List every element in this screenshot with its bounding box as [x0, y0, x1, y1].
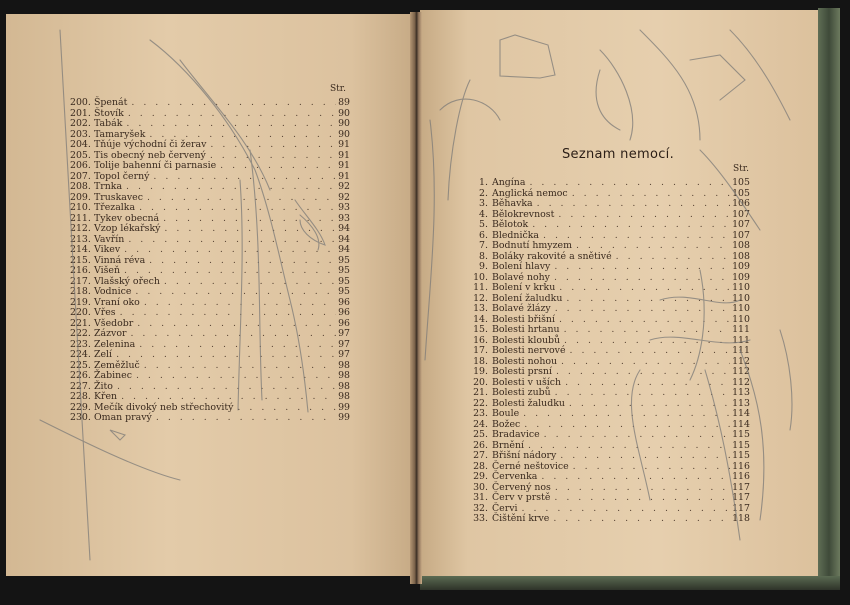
disease-index-list [472, 178, 750, 525]
entry-number: 215. [70, 254, 91, 266]
entry-number: 27. [473, 450, 488, 461]
entry-number: 219. [70, 296, 91, 308]
entry-page-number: 92 [338, 191, 350, 203]
entry-number: 8. [479, 250, 488, 262]
entry-name: Vřes [94, 307, 116, 318]
dot-leader [116, 308, 336, 319]
dot-leader [149, 172, 336, 183]
dot-leader [525, 178, 730, 189]
entry-name: Červi [492, 502, 518, 514]
entry-page-number: 116 [732, 471, 750, 482]
dot-leader [540, 430, 730, 441]
entry-number: 203. [70, 128, 91, 140]
plant-entry [70, 245, 350, 256]
entry-number: 26. [473, 439, 488, 451]
plant-entry [70, 98, 350, 109]
dot-leader [112, 350, 336, 361]
dot-leader [561, 378, 730, 389]
entry-name: Vodnice [94, 286, 132, 297]
plant-entry [70, 329, 350, 340]
dot-leader [140, 361, 336, 372]
dot-leader [143, 193, 336, 204]
entry-number: 216. [70, 265, 91, 276]
disease-entry [472, 472, 750, 483]
disease-entry [472, 493, 750, 504]
dot-leader [555, 315, 730, 326]
entry-page-number: 109 [732, 271, 750, 283]
plant-entry [70, 350, 350, 361]
entry-name: Tamaryšek [94, 128, 146, 140]
plant-entry [70, 413, 350, 424]
entry-number: 11. [473, 282, 488, 293]
dot-leader [117, 392, 336, 403]
disease-entry [472, 514, 750, 525]
dot-leader [135, 340, 336, 351]
entry-page-number: 92 [338, 181, 350, 192]
dot-leader [552, 367, 730, 378]
dot-leader [132, 371, 336, 382]
entry-name: Žito [94, 380, 113, 392]
entry-number: 201. [70, 107, 91, 119]
dot-leader [528, 220, 730, 231]
entry-page-number: 112 [732, 376, 750, 388]
entry-page-number: 106 [732, 198, 750, 209]
dot-leader [551, 483, 730, 494]
entry-number: 209. [70, 191, 91, 203]
entry-page-number: 95 [338, 286, 350, 297]
entry-name: Štovík [94, 107, 124, 119]
entry-number: 20. [473, 376, 488, 388]
dot-leader [549, 514, 730, 525]
entry-name: Bolesti nervové [492, 345, 566, 356]
entry-name: Vavřín [94, 233, 125, 245]
entry-page-number: 107 [732, 229, 750, 241]
entry-name: Červ v prstě [492, 492, 551, 503]
entry-number: 19. [473, 366, 488, 377]
entry-number: 14. [473, 313, 488, 325]
disease-entry [472, 451, 750, 462]
dot-leader [160, 224, 336, 235]
entry-page-number: 91 [338, 149, 350, 161]
left-index-list [70, 98, 350, 424]
dot-leader [135, 203, 336, 214]
entry-page-number: 112 [732, 355, 750, 367]
entry-number: 18. [473, 355, 488, 367]
disease-entry [472, 241, 750, 252]
entry-page-number: 91 [338, 139, 350, 150]
entry-number: 218. [70, 286, 91, 297]
entry-page-number: 94 [338, 223, 350, 234]
entry-number: 29. [473, 471, 488, 482]
dot-leader [554, 210, 730, 221]
entry-name: Žabinec [94, 370, 132, 381]
dot-leader [206, 151, 336, 162]
entry-name: Vikev [94, 244, 121, 255]
dot-leader [550, 493, 730, 504]
entry-name: Bodnutí hmyzem [492, 240, 572, 251]
entry-page-number: 95 [338, 275, 350, 287]
disease-entry [472, 409, 750, 420]
dot-leader [566, 346, 731, 357]
entry-page-number: 118 [732, 513, 750, 524]
disease-entry [472, 199, 750, 210]
entry-page-number: 98 [338, 380, 350, 392]
dot-leader [612, 252, 730, 263]
entry-page-number: 111 [732, 324, 750, 335]
entry-page-number: 98 [338, 359, 350, 371]
entry-page-number: 111 [732, 334, 750, 346]
entry-page-number: 105 [732, 177, 750, 188]
entry-number: 1. [479, 177, 488, 188]
dot-leader [551, 304, 730, 315]
entry-number: 230. [70, 412, 91, 423]
entry-name: Trnka [94, 181, 123, 192]
entry-number: 214. [70, 244, 91, 255]
entry-name: Tis obecný neb červený [94, 149, 206, 161]
entry-page-number: 117 [732, 492, 750, 503]
entry-page-number: 91 [338, 170, 350, 182]
plant-entry [70, 224, 350, 235]
entry-name: Angína [492, 177, 526, 188]
entry-number: 223. [70, 338, 91, 350]
entry-name: Boule [492, 408, 520, 419]
entry-page-number: 93 [338, 202, 350, 213]
dot-leader [550, 262, 730, 273]
entry-name: Bolavé žlázy [492, 303, 551, 314]
disease-entry [472, 388, 750, 399]
entry-number: 28. [473, 460, 488, 472]
entry-page-number: 117 [732, 502, 750, 514]
entry-number: 24. [473, 418, 488, 430]
disease-entry [472, 304, 750, 315]
entry-name: Višeň [94, 265, 121, 276]
entry-name: Bradavice [492, 429, 540, 440]
dot-leader [551, 388, 730, 399]
entry-number: 202. [70, 118, 91, 129]
entry-page-number: 110 [732, 292, 750, 304]
entry-page-number: 95 [338, 254, 350, 266]
entry-name: Bolení v krku [492, 282, 556, 293]
plant-entry [70, 161, 350, 172]
plant-entry [70, 340, 350, 351]
dot-leader [120, 245, 336, 256]
dot-leader [537, 472, 730, 483]
entry-name: Blednička [492, 229, 539, 241]
entry-number: 211. [70, 212, 91, 224]
entry-number: 17. [473, 345, 488, 356]
entry-page-number: 108 [732, 250, 750, 262]
entry-name: Tňúje východní či žerav [94, 139, 207, 150]
entry-number: 225. [70, 359, 91, 371]
plant-entry [70, 287, 350, 298]
entry-number: 3. [479, 198, 488, 209]
entry-name: Čištění krve [492, 513, 550, 524]
entry-page-number: 116 [732, 460, 750, 472]
entry-number: 226. [70, 370, 91, 381]
entry-page-number: 96 [338, 317, 350, 329]
disease-entry [472, 367, 750, 378]
entry-name: Černé neštovice [492, 460, 569, 472]
entry-page-number: 94 [338, 244, 350, 255]
entry-page-number: 90 [338, 107, 350, 119]
entry-name: Mečík divoký neb střechovitý [94, 401, 234, 413]
entry-name: Třezalka [94, 202, 136, 213]
entry-number: 227. [70, 380, 91, 392]
disease-entry [472, 178, 750, 189]
entry-name: Božec [492, 418, 521, 430]
entry-page-number: 91 [338, 160, 350, 171]
entry-name: Boláky rakovité a snětivé [492, 250, 612, 262]
dot-leader [124, 109, 336, 120]
entry-name: Anglická nemoc [492, 187, 568, 199]
entry-number: 7. [479, 240, 488, 251]
entry-name: Bolesti v uších [492, 376, 562, 388]
plant-entry [70, 203, 350, 214]
entry-page-number: 97 [338, 349, 350, 360]
entry-page-number: 110 [732, 282, 750, 293]
entry-name: Zázvor [94, 328, 127, 339]
entry-number: 13. [473, 303, 488, 314]
entry-name: Bolesti hrtanu [492, 324, 560, 335]
entry-number: 16. [473, 334, 488, 346]
entry-page-number: 109 [732, 261, 750, 272]
entry-number: 15. [473, 324, 488, 335]
disease-entry [472, 283, 750, 294]
entry-name: Vinná réva [94, 254, 146, 266]
entry-name: Všedobr [94, 317, 134, 329]
entry-name: Truskavec [94, 191, 143, 203]
entry-number: 23. [473, 408, 488, 419]
dot-leader [206, 140, 336, 151]
entry-number: 208. [70, 181, 91, 192]
dot-leader [560, 325, 730, 336]
entry-name: Zelí [94, 349, 113, 360]
entry-name: Vzop lékařský [94, 223, 161, 234]
entry-page-number: 115 [732, 429, 750, 440]
dot-leader [560, 336, 730, 347]
dot-leader [122, 182, 336, 193]
disease-entry [472, 346, 750, 357]
dot-leader [555, 283, 730, 294]
entry-number: 220. [70, 307, 91, 318]
dot-leader [120, 266, 336, 277]
plant-entry [70, 392, 350, 403]
entry-number: 229. [70, 401, 91, 413]
disease-entry [472, 430, 750, 441]
dot-leader [131, 287, 336, 298]
entry-page-number: 95 [338, 265, 350, 276]
dot-leader [145, 256, 336, 267]
entry-number: 207. [70, 170, 91, 182]
dot-leader [518, 504, 731, 515]
entry-number: 210. [70, 202, 91, 213]
entry-page-number: 93 [338, 212, 350, 224]
disease-entry [472, 325, 750, 336]
entry-page-number: 113 [732, 397, 750, 409]
entry-name: Bělokrevnost [492, 208, 555, 220]
entry-number: 228. [70, 391, 91, 402]
dot-leader [122, 119, 336, 130]
dot-leader [126, 329, 336, 340]
entry-page-number: 112 [732, 366, 750, 377]
entry-page-number: 113 [732, 387, 750, 398]
entry-page-number: 117 [732, 481, 750, 493]
entry-number: 221. [70, 317, 91, 329]
plant-entry [70, 182, 350, 193]
entry-page-number: 111 [732, 345, 750, 356]
entry-name: Tabák [94, 118, 123, 129]
dot-leader [233, 403, 336, 414]
right-str-label: Str. [733, 164, 749, 174]
dot-leader [140, 298, 336, 309]
entry-page-number: 110 [732, 313, 750, 325]
entry-number: 217. [70, 275, 91, 287]
dot-leader [533, 199, 730, 210]
entry-number: 206. [70, 160, 91, 171]
dot-leader [127, 98, 336, 109]
entry-page-number: 90 [338, 128, 350, 140]
entry-number: 22. [473, 397, 488, 409]
entry-page-number: 108 [732, 240, 750, 251]
dot-leader [550, 273, 730, 284]
plant-entry [70, 266, 350, 277]
entry-name: Bolesti prsní [492, 366, 552, 377]
dot-leader [152, 413, 336, 424]
entry-number: 4. [479, 208, 488, 220]
entry-number: 2. [479, 187, 488, 199]
entry-number: 204. [70, 139, 91, 150]
dot-leader [159, 214, 336, 225]
disease-entry [472, 262, 750, 273]
entry-number: 213. [70, 233, 91, 245]
dot-leader [520, 420, 730, 431]
entry-name: Břišní nádory [492, 450, 557, 461]
entry-name: Běhavka [492, 198, 533, 209]
entry-page-number: 98 [338, 391, 350, 402]
book-gutter [410, 12, 422, 584]
entry-name: Tolije bahenní či parnasie [94, 160, 217, 171]
disease-entry [472, 220, 750, 231]
entry-name: Bolavé nohy [492, 271, 550, 283]
dot-leader [569, 462, 730, 473]
entry-page-number: 115 [732, 450, 750, 461]
entry-page-number: 114 [732, 408, 750, 419]
entry-number: 32. [473, 502, 488, 514]
plant-entry [70, 371, 350, 382]
entry-name: Bolesti nohou [492, 355, 558, 367]
entry-number: 33. [473, 513, 488, 524]
entry-number: 205. [70, 149, 91, 161]
dot-leader [565, 399, 730, 410]
page-title: Seznam nemocí. [562, 147, 675, 162]
entry-page-number: 114 [732, 418, 750, 430]
entry-name: Vraní oko [94, 296, 140, 308]
dot-leader [556, 451, 730, 462]
entry-number: 6. [479, 229, 488, 241]
dot-leader [124, 235, 336, 246]
entry-page-number: 115 [732, 439, 750, 451]
dot-leader [557, 357, 730, 368]
entry-page-number: 94 [338, 233, 350, 245]
entry-page-number: 107 [732, 208, 750, 220]
entry-number: 222. [70, 328, 91, 339]
entry-number: 224. [70, 349, 91, 360]
plant-entry [70, 119, 350, 130]
entry-name: Červený nos [492, 481, 551, 493]
plant-entry [70, 140, 350, 151]
entry-page-number: 98 [338, 370, 350, 381]
entry-name: Topol černý [94, 170, 150, 182]
entry-name: Bolesti zubů [492, 387, 551, 398]
entry-page-number: 110 [732, 303, 750, 314]
dot-leader [160, 277, 336, 288]
entry-name: Bolení žaludku [492, 292, 563, 304]
entry-page-number: 99 [338, 412, 350, 423]
entry-name: Špenát [94, 97, 128, 108]
entry-number: 200. [70, 97, 91, 108]
entry-name: Brnění [492, 439, 524, 451]
entry-page-number: 97 [338, 328, 350, 339]
entry-name: Červenka [492, 471, 538, 482]
dot-leader [562, 294, 730, 305]
left-str-label: Str. [330, 84, 346, 94]
entry-number: 25. [473, 429, 488, 440]
entry-name: Zelenina [94, 338, 136, 350]
entry-name: Křen [94, 391, 118, 402]
dot-leader [216, 161, 336, 172]
entry-page-number: 89 [338, 97, 350, 108]
book-cover-bottom [420, 576, 840, 590]
entry-name: Bolení hlavy [492, 261, 551, 272]
entry-number: 21. [473, 387, 488, 398]
entry-name: Bolesti břišní [492, 313, 555, 325]
entry-page-number: 107 [732, 219, 750, 230]
entry-number: 31. [473, 492, 488, 503]
entry-page-number: 90 [338, 118, 350, 129]
entry-page-number: 97 [338, 338, 350, 350]
entry-name: Oman pravý [94, 412, 152, 423]
entry-name: Tykev obecná [94, 212, 160, 224]
dot-leader [568, 189, 730, 200]
entry-number: 9. [479, 261, 488, 272]
book-cover-edge [818, 8, 840, 588]
entry-number: 10. [473, 271, 488, 283]
dot-leader [113, 382, 336, 393]
entry-number: 5. [479, 219, 488, 230]
entry-name: Vlašský ořech [94, 275, 160, 287]
entry-name: Bělotok [492, 219, 529, 230]
plant-entry [70, 308, 350, 319]
dot-leader [519, 409, 730, 420]
entry-number: 30. [473, 481, 488, 493]
entry-name: Bolesti kloubů [492, 334, 561, 346]
entry-page-number: 99 [338, 401, 350, 413]
entry-number: 212. [70, 223, 91, 234]
entry-page-number: 96 [338, 296, 350, 308]
dot-leader [572, 241, 730, 252]
entry-page-number: 96 [338, 307, 350, 318]
dot-leader [133, 319, 336, 330]
entry-number: 12. [473, 292, 488, 304]
entry-page-number: 105 [732, 187, 750, 199]
entry-name: Zeměžluč [94, 359, 140, 371]
entry-name: Bolesti žaludku [492, 397, 565, 409]
